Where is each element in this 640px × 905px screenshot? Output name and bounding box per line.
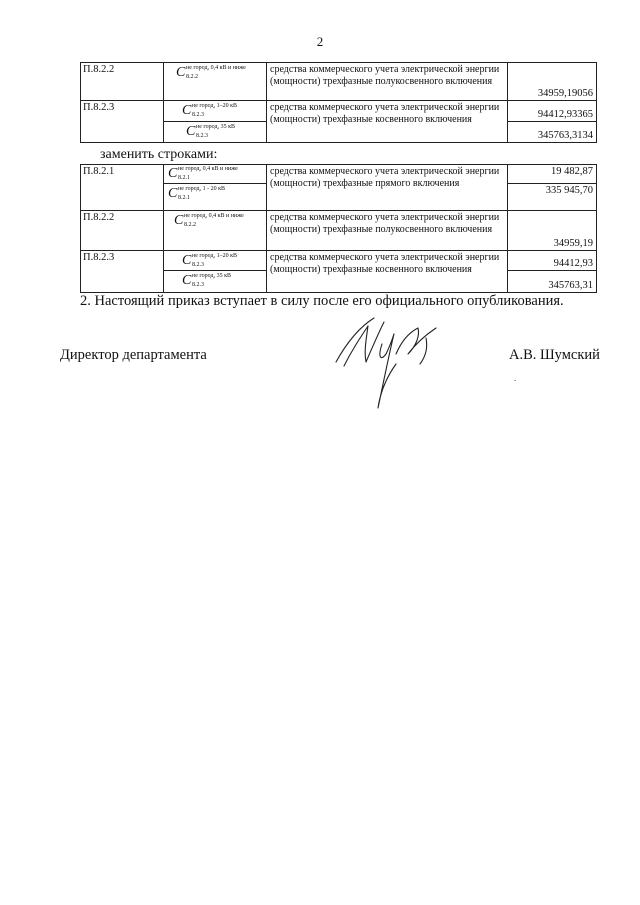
formula-superscript: не город, 0,4 кВ и ниже: [184, 213, 244, 219]
row-value: 94412,93365: [508, 101, 597, 122]
row-value: 345763,31: [508, 271, 597, 293]
formula-cell: [164, 211, 267, 251]
table-new-rows: [80, 164, 597, 293]
table-row: [81, 165, 597, 184]
row-value: 335 945,70: [508, 184, 597, 211]
formula-subscript: 8.2.1: [178, 195, 190, 201]
formula-subscript: 8.2.3: [192, 262, 204, 268]
row-value: 345763,3134: [508, 122, 597, 143]
formula-cell: [164, 122, 267, 143]
formula-symbol: C: [174, 213, 184, 228]
director-title: Директор департамента: [60, 347, 207, 363]
formula-symbol: C: [168, 186, 178, 201]
formula-superscript: не город, 35 кВ: [196, 124, 235, 130]
formula-subscript: 8.2.3: [196, 133, 208, 139]
row-code: П.8.2.3: [81, 101, 164, 143]
formula-symbol: C: [182, 253, 192, 268]
replace-caption: заменить строками:: [100, 147, 218, 162]
formula-subscript: 8.2.1: [178, 175, 190, 181]
row-code: П.8.2.2: [81, 211, 164, 251]
formula-superscript: не город, 0,4 кВ и ниже: [186, 65, 246, 71]
page-number: 2: [316, 34, 324, 49]
formula-cell: [164, 251, 267, 271]
formula: [164, 165, 266, 183]
row-code: П.8.2.1: [81, 165, 164, 211]
formula-superscript: не город, 1 - 20 кВ: [178, 186, 225, 192]
formula-cell: [164, 184, 267, 211]
formula-cell: [164, 101, 267, 122]
formula: [164, 184, 266, 202]
formula: [164, 63, 266, 81]
formula-symbol: C: [186, 124, 196, 139]
formula-subscript: 8.2.3: [192, 282, 204, 288]
formula-superscript: не город, 1–20 кВ: [192, 253, 237, 259]
formula-cell: [164, 63, 267, 101]
formula-cell: [164, 271, 267, 293]
formula-superscript: не город, 0,4 кВ и ниже: [178, 166, 238, 172]
formula-superscript: не город, 1–20 кВ: [192, 103, 237, 109]
row-value: 34959,19056: [508, 63, 597, 101]
table-row: [81, 211, 597, 251]
row-description: средства коммерческого учета электрической энергии (мощности) трехфазные косвенного включения: [267, 101, 508, 143]
table-old-rows: [80, 62, 597, 143]
signature-icon: [326, 314, 466, 414]
row-value: 94412,93: [508, 251, 597, 271]
table-row: [81, 101, 597, 122]
formula-symbol: C: [182, 273, 192, 288]
row-description: средства коммерческого учета электрической энергии (мощности) трехфазные полукосвенного включения: [267, 211, 508, 251]
table-row: [81, 63, 597, 101]
row-description: средства коммерческого учета электрической энергии (мощности) трехфазные прямого включения: [267, 165, 508, 211]
formula-subscript: 8.2.3: [192, 112, 204, 118]
row-code: П.8.2.2: [81, 63, 164, 101]
row-description: средства коммерческого учета электрической энергии (мощности) трехфазные полукосвенного включения: [267, 63, 508, 101]
formula-subscript: 8.2.2: [186, 74, 198, 80]
formula: [164, 211, 266, 229]
formula: [164, 251, 266, 269]
scan-mark: .: [514, 373, 517, 383]
director-name: А.В. Шумский: [509, 347, 600, 363]
row-code: П.8.2.3: [81, 251, 164, 293]
row-value: 34959,19: [508, 211, 597, 251]
formula-symbol: C: [176, 65, 186, 80]
paragraph-effective-date: 2. Настоящий приказ вступает в силу после его официального опубликования.: [80, 293, 564, 309]
table-row: [81, 251, 597, 271]
formula-superscript: не город, 35 кВ: [192, 273, 231, 279]
formula: [164, 101, 266, 119]
row-value: 19 482,87: [508, 165, 597, 184]
formula-symbol: C: [182, 103, 192, 118]
formula-symbol: C: [168, 166, 178, 181]
formula: [164, 271, 266, 289]
formula-cell: [164, 165, 267, 184]
formula: [164, 122, 266, 140]
formula-subscript: 8.2.2: [184, 222, 196, 228]
row-description: средства коммерческого учета электрической энергии (мощности) трехфазные косвенного включения: [267, 251, 508, 293]
